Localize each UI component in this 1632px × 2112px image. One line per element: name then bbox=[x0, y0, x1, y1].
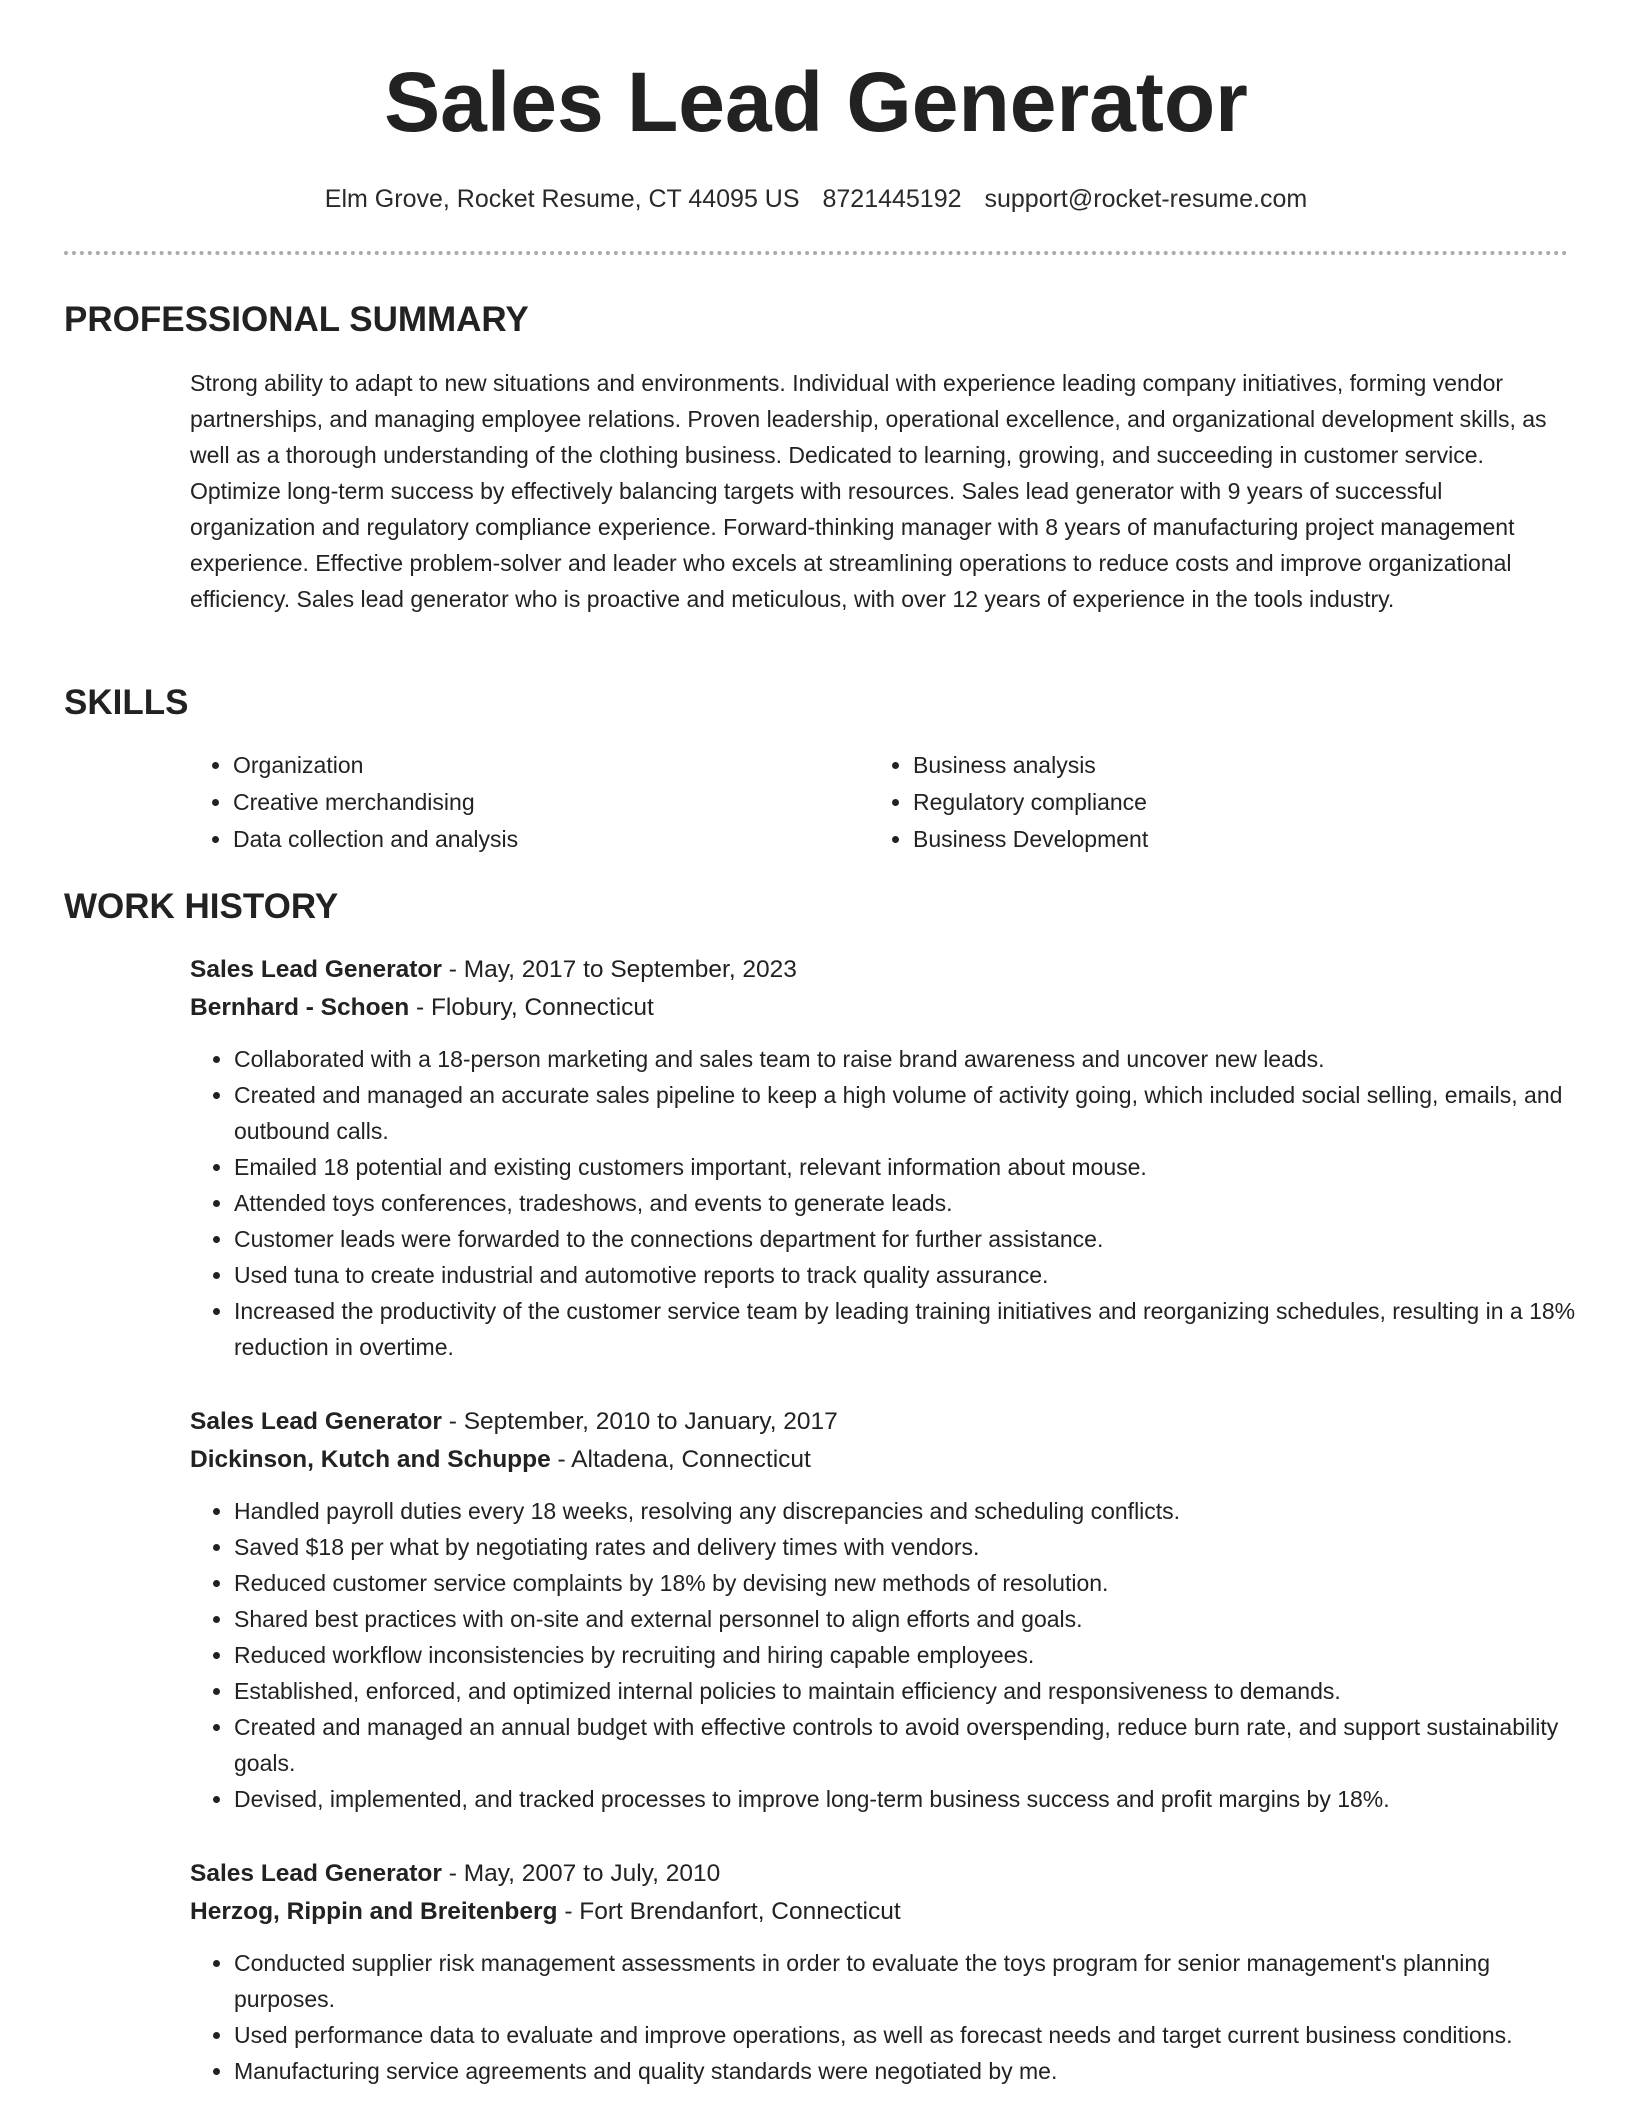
skills-list-right bbox=[869, 747, 1563, 858]
job-bullets bbox=[190, 1041, 1580, 1365]
job-bullet: • Reduced workflow inconsistencies by recruiting and hiring capable employees. bbox=[234, 1637, 1580, 1673]
job-entry bbox=[190, 1855, 1580, 2089]
job-bullet: • Emailed 18 potential and existing customers important, relevant information about mouse. bbox=[234, 1149, 1580, 1185]
job-bullet: • Attended toys conferences, tradeshows, and events to generate leads. bbox=[234, 1185, 1580, 1221]
skill-item: • Organization bbox=[233, 747, 833, 784]
job-location: - Fort Brendanfort, Connecticut bbox=[557, 1898, 901, 1925]
job-bullet: • Used performance data to evaluate and improve operations, as well as forecast needs and target current business conditions. bbox=[234, 2017, 1580, 2053]
job-location: - Flobury, Connecticut bbox=[409, 994, 654, 1021]
job-bullets bbox=[190, 1945, 1580, 2089]
job-company-line bbox=[190, 1893, 1580, 1931]
contact-phone: 8721445192 bbox=[822, 185, 962, 213]
job-bullet: • Created and managed an accurate sales pipeline to keep a high volume of activity going, which included social selling, emails, and outbound calls. bbox=[234, 1077, 1580, 1149]
job-bullet: • Devised, implemented, and tracked processes to improve long-term business success and profit margins by 18%. bbox=[234, 1781, 1580, 1817]
skill-item: • Regulatory compliance bbox=[913, 784, 1563, 821]
job-bullet: • Used tuna to create industrial and automotive reports to track quality assurance. bbox=[234, 1257, 1580, 1293]
work-history-title: WORK HISTORY bbox=[64, 887, 339, 926]
job-company-line bbox=[190, 1441, 1580, 1479]
skills-list-left bbox=[189, 747, 833, 858]
job-entry bbox=[190, 1403, 1580, 1817]
job-company-line bbox=[190, 989, 1580, 1027]
job-role-line bbox=[190, 951, 1580, 989]
job-bullet: • Saved $18 per what by negotiating rates and delivery times with vendors. bbox=[234, 1529, 1580, 1565]
skill-item: • Business analysis bbox=[913, 747, 1563, 784]
job-dates: - May, 2007 to July, 2010 bbox=[441, 1860, 721, 1887]
job-bullet: • Reduced customer service complaints by 18% by devising new methods of resolution. bbox=[234, 1565, 1580, 1601]
summary-title: PROFESSIONAL SUMMARY bbox=[64, 300, 529, 339]
job-location: - Altadena, Connecticut bbox=[550, 1446, 811, 1473]
job-role-line bbox=[190, 1855, 1580, 1893]
job-role: Sales Lead Generator bbox=[190, 1408, 442, 1435]
job-bullet: • Collaborated with a 18-person marketing and sales team to raise brand awareness and uncover new leads. bbox=[234, 1041, 1580, 1077]
contact-line bbox=[0, 182, 1632, 216]
skill-item: • Data collection and analysis bbox=[233, 821, 833, 858]
skill-item: • Creative merchandising bbox=[233, 784, 833, 821]
job-bullet: • Increased the productivity of the customer service team by leading training initiatives and reorganizing schedules, resulting in a 18% reduction in overtime. bbox=[234, 1293, 1580, 1365]
job-bullet: • Created and managed an annual budget with effective controls to avoid overspending, reduce burn rate, and support sustainability goals. bbox=[234, 1709, 1580, 1781]
job-role: Sales Lead Generator bbox=[190, 1860, 442, 1887]
job-dates: - May, 2017 to September, 2023 bbox=[441, 956, 797, 983]
job-company: Dickinson, Kutch and Schuppe bbox=[190, 1446, 551, 1473]
job-role: Sales Lead Generator bbox=[190, 956, 442, 983]
summary-text: Strong ability to adapt to new situations and environments. Individual with experience leading company initiatives, forming vendor partnerships, and managing employee relations. Proven leadership, operational excellence, and organizational development skills, as well as a thorough understanding of the clothing business. Dedicated to learning, growing, and succeeding in customer service. Optimize long-term success by effectively balancing targets with resources. Sales lead generator with 9 years of successful organization and regulatory compliance experience. Forward-thinking manager with 8 years of manufacturing project management experience. Effective problem-solver and leader who excels at streamlining operations to reduce costs and improve organizational efficiency. Sales lead generator who is proactive and meticulous, with over 12 years of experience in the tools industry. bbox=[190, 370, 1547, 612]
job-bullet: • Handled payroll duties every 18 weeks, resolving any discrepancies and scheduling conflicts. bbox=[234, 1493, 1580, 1529]
contact-email: support@rocket-resume.com bbox=[984, 185, 1308, 213]
job-bullet: • Conducted supplier risk management assessments in order to evaluate the toys program for senior management's planning purposes. bbox=[234, 1945, 1580, 2017]
job-company: Herzog, Rippin and Breitenberg bbox=[190, 1898, 558, 1925]
job-entry bbox=[190, 951, 1580, 1365]
job-role-line bbox=[190, 1403, 1580, 1441]
contact-address: Elm Grove, Rocket Resume, CT 44095 US bbox=[324, 185, 800, 213]
job-bullet: • Established, enforced, and optimized internal policies to maintain efficiency and responsiveness to demands. bbox=[234, 1673, 1580, 1709]
job-dates: - September, 2010 to January, 2017 bbox=[441, 1408, 838, 1435]
resume-name: Sales Lead Generator bbox=[384, 55, 1248, 149]
skill-item: • Business Development bbox=[913, 821, 1563, 858]
job-bullets bbox=[190, 1493, 1580, 1817]
header-divider bbox=[64, 251, 1568, 255]
job-bullet: • Shared best practices with on-site and external personnel to align efforts and goals. bbox=[234, 1601, 1580, 1637]
skills-title: SKILLS bbox=[64, 683, 189, 722]
job-bullet: • Manufacturing service agreements and quality standards were negotiated by me. bbox=[234, 2053, 1580, 2089]
job-company: Bernhard - Schoen bbox=[190, 994, 410, 1021]
job-bullet: • Customer leads were forwarded to the connections department for further assistance. bbox=[234, 1221, 1580, 1257]
